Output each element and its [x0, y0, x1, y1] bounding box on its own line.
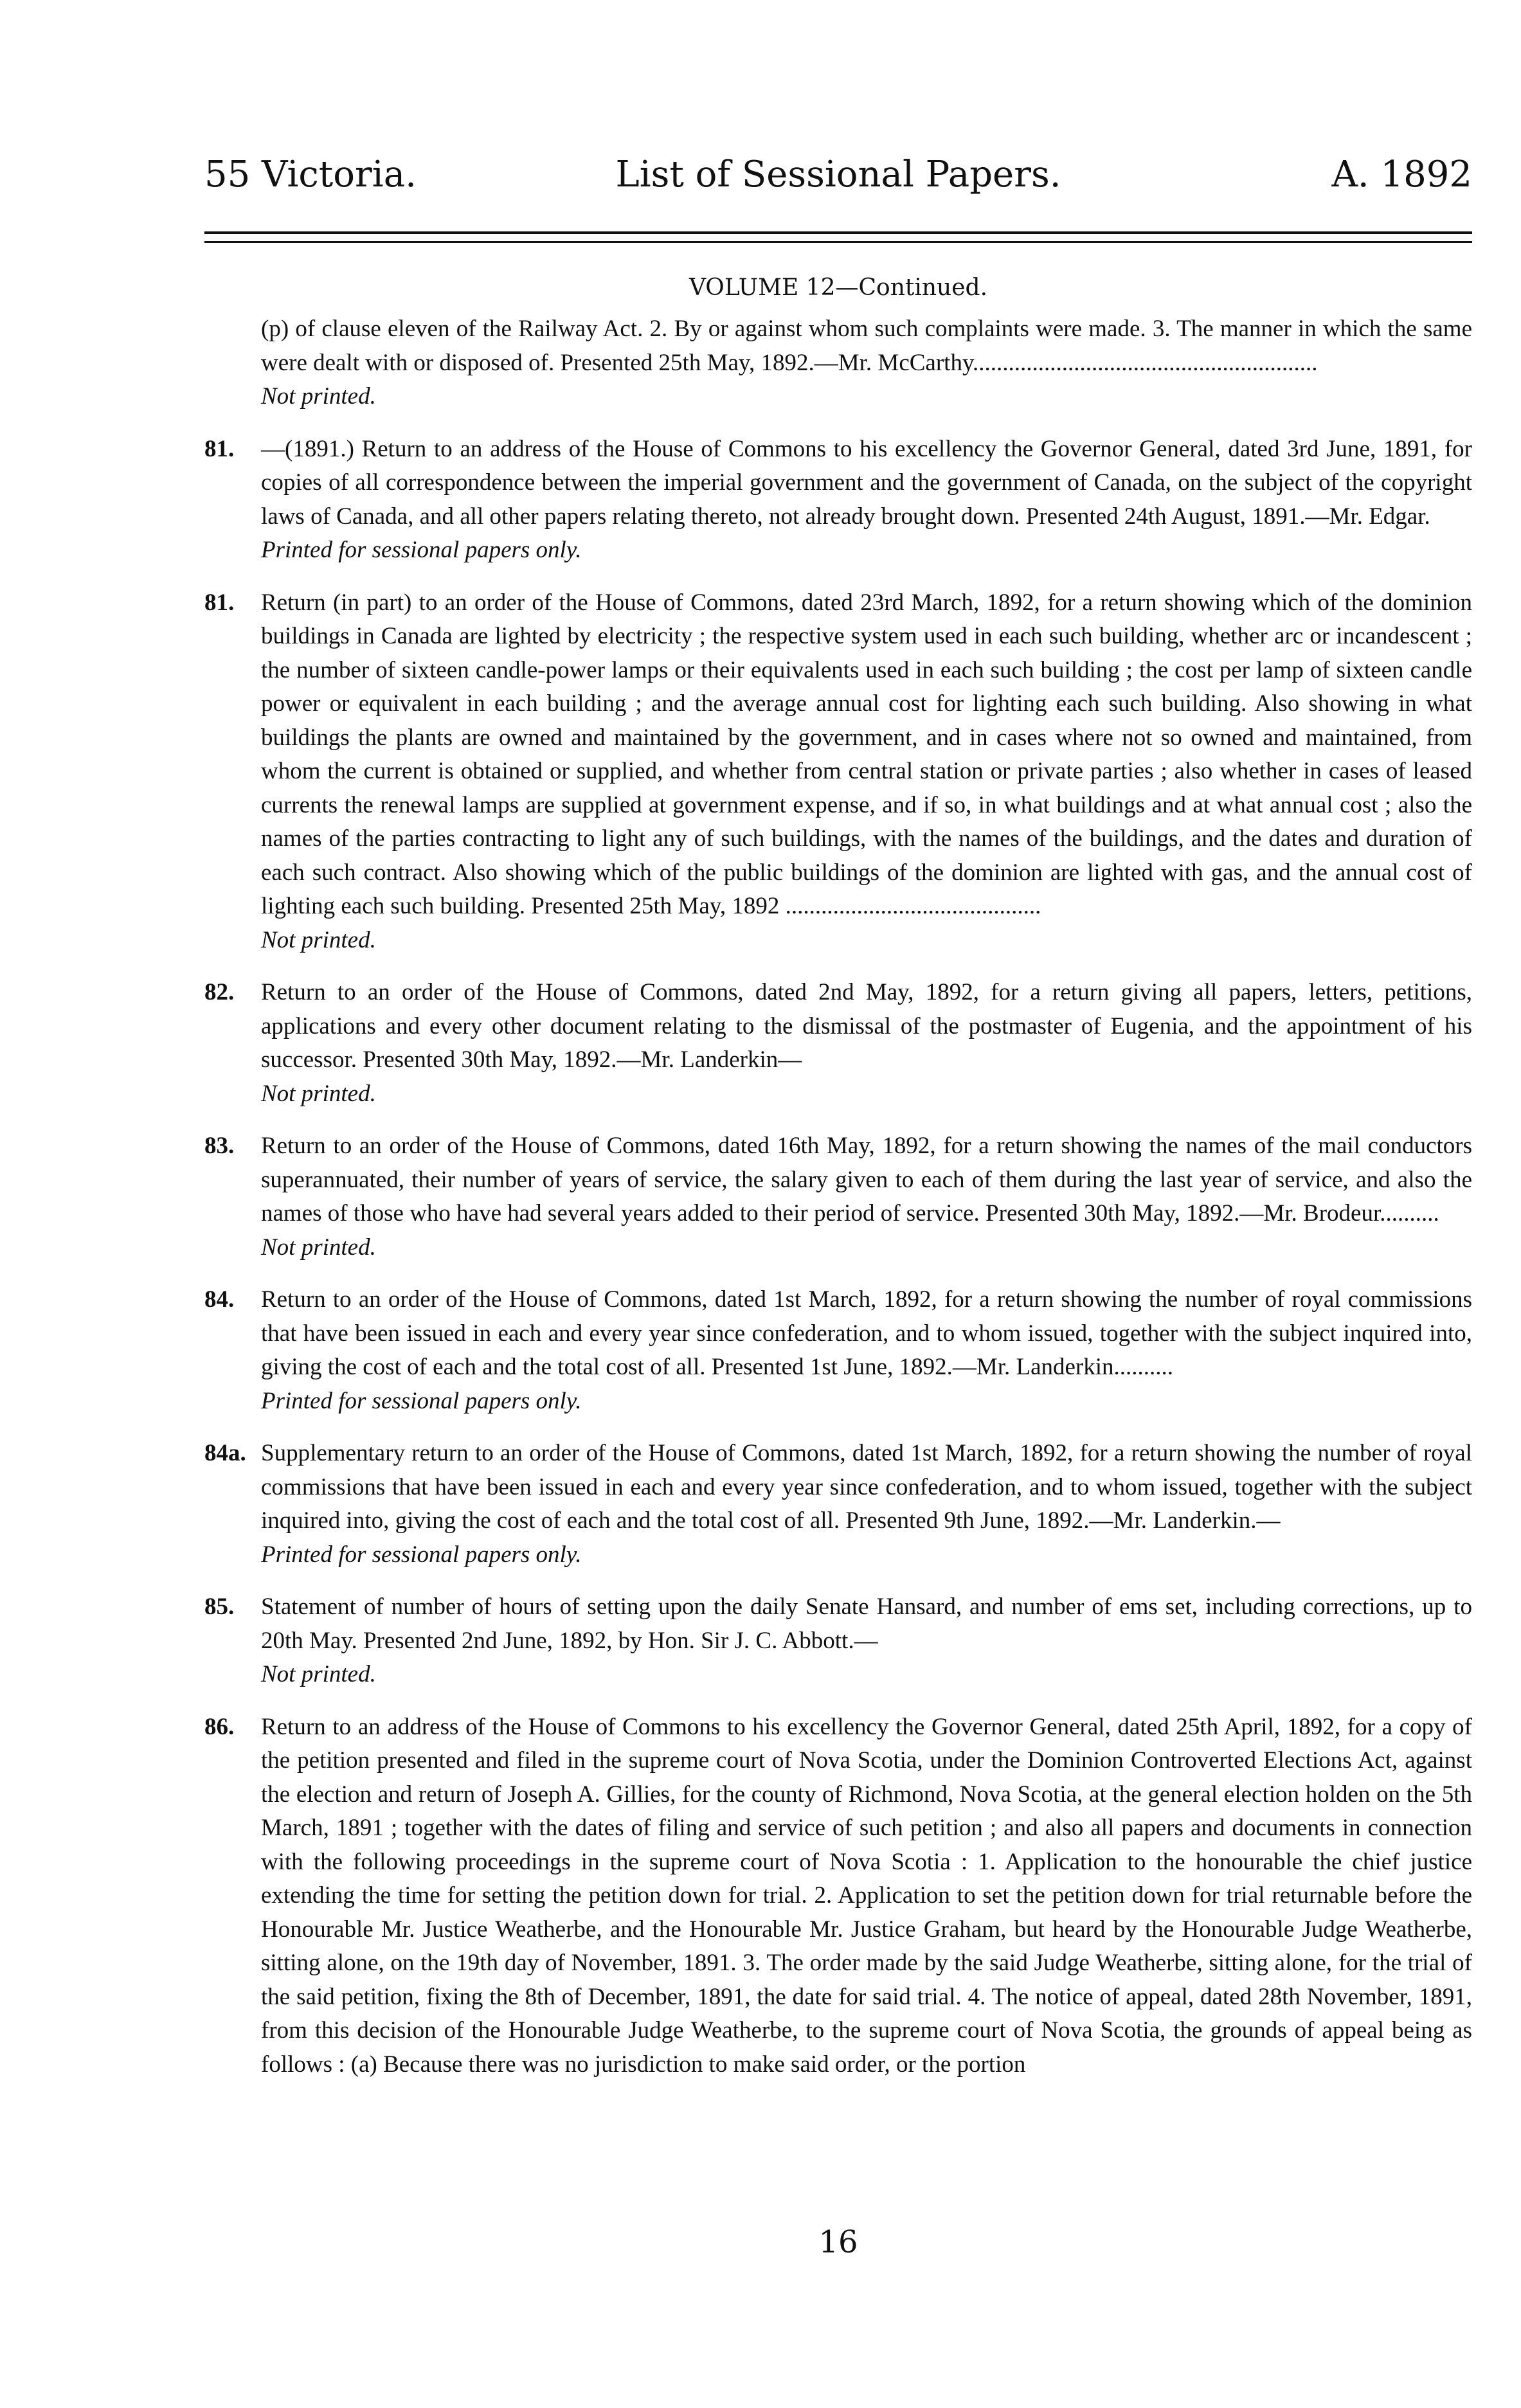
page-number: 16 — [818, 2224, 858, 2260]
entry-text: Return to an order of the House of Commons, dated 1st March, 1892, for a return showing the number of royal commissions that have been issued in each and every year since confederation, and to whom issued, together with the subject inquired into, giving the cost of each and the total cost of all. Presented 1st June, 1892.—Mr. Landerkin.......... — [261, 1286, 1472, 1380]
header-rule-top — [204, 231, 1472, 234]
entry-note: Printed for sessional papers only. — [261, 537, 582, 563]
entry-number: 85. — [204, 1594, 235, 1620]
continuation-text: (p) of clause eleven of the Railway Act. 2. By or against whom such complaints were made. 3. The manner in which the same were dealt with or disposed of. Presented 25th May, 1892.—Mr. McCarthy.......................................................... — [261, 316, 1472, 376]
page-body — [204, 312, 1472, 2081]
entry-text: —(1891.) Return to an address of the House of Commons to his excellency the Governor General, dated 3rd June, 1891, for copies of all correspondence between the imperial government and the government of Canada, on the subject of the copyright laws of Canada, and all other papers relating thereto, not already brought down. Presented 24th August, 1891.—Mr. Edgar. — [261, 435, 1472, 530]
entry-number: 84. — [204, 1286, 235, 1313]
entry-note: Not printed. — [261, 1080, 376, 1107]
entry-81-1891 — [204, 433, 1472, 568]
volume-title: VOLUME 12—Continued. — [688, 274, 988, 301]
header-year: A. 1892 — [1331, 154, 1472, 195]
entry-text: Return to an address of the House of Commons to his excellency the Governor General, dated 25th April, 1892, for a copy of the petition presented and filed in the supreme court of Nova Scotia, under the Dominion Controverted Elections Act, against the election and return of Joseph A. Gillies, for the county of Richmond, Nova Scotia, at the general election holden on the 5th March, 1891 ; together with the dates of filing and service of such petition ; and also all papers and documents in connection with the following proceedings in the supreme court of Nova Scotia : 1. Application to the honourable the chief justice extending the time for setting the petition down for trial. 2. Application to set the petition down for trial returnable before the Honourable Mr. Justice Weatherbe, and the Honourable Mr. Justice Graham, but heard by the Honourable Judge Weatherbe, sitting alone, on the 19th day of November, 1891. 3. The order made by the said Judge Weatherbe, sitting alone, for the trial of the said petition, fixing the 8th of December, 1891, the date for said trial. 4. The notice of appeal, dated 28th November, 1891, from this decision of the Honourable Judge Weatherbe, to the supreme court of Nova Scotia, the grounds of appeal being as follows : (a) Because there was no jurisdiction to make said order, or the portion — [261, 1713, 1472, 2078]
entry-text: Return to an order of the House of Commons, dated 16th May, 1892, for a return showing the names of the mail conductors superannuated, their number of years of service, the salary given to each of them during the last year of service, and also the names of those who have had several years added to their period of service. Presented 30th May, 1892.—Mr. Brodeur.......... — [261, 1133, 1472, 1226]
entry-number: 82. — [204, 979, 235, 1005]
entry-84 — [204, 1283, 1472, 1418]
entry-84a — [204, 1437, 1472, 1572]
entry-note: Not printed. — [261, 1661, 376, 1687]
entry-number: 84a. — [204, 1440, 246, 1466]
header-session: 55 Victoria. — [204, 154, 417, 195]
entry-note: Not printed. — [261, 926, 376, 953]
entry-note: Not printed. — [261, 1234, 376, 1261]
header-rule-bottom — [204, 241, 1472, 243]
entry-number: 81. — [204, 589, 235, 616]
entry-text: Return to an order of the House of Commons, dated 2nd May, 1892, for a return giving all papers, letters, petitions, applications and every other document relating to the dismissal of the postmaster of Eugenia, and the appointment of his successor. Presented 30th May, 1892.—Mr. Landerkin— — [261, 979, 1472, 1073]
entry-note: Printed for sessional papers only. — [261, 1541, 582, 1568]
entry-text: Statement of number of hours of setting upon the daily Senate Hansard, and number of ems set, including corrections, up to 20th May. Presented 2nd June, 1892, by Hon. Sir J. C. Abbott.— — [261, 1594, 1472, 1654]
entry-number: 81. — [204, 435, 235, 462]
entry-text: Supplementary return to an order of the House of Commons, dated 1st March, 1892, for a return showing the number of royal commissions that have been issued in each and every year since confederation, and to whom issued, together with the subject inquired into, giving the cost of each and the total cost of all. Presented 9th June, 1892.—Mr. Landerkin.— — [261, 1440, 1472, 1534]
entry-text: Return (in part) to an order of the House of Commons, dated 23rd March, 1892, for a return showing which of the dominion buildings in Canada are lighted by electricity ; the respective system used in each such building, whether arc or incandescent ; the number of sixteen candle-power lamps or their equivalents used in each such building ; the cost per lamp of sixteen candle power or equivalent in each building ; and the average annual cost for lighting each such building. Also showing in what buildings the plants are owned and maintained by the government, and in cases where not so owned and maintained, from whom the current is obtained or supplied, and whether from central station or private parties ; also whether in cases of leased currents the renewal lamps are supplied at government expense, and if so, in what buildings and at what annual cost ; also the names of the parties contracting to light any of such buildings, with the names of the buildings, and the dates and duration of each such contract. Also showing which of the public buildings of the dominion are lighted with gas, and the annual cost of lighting each such building. Presented 25th May, 1892 ........................................... — [261, 589, 1472, 919]
continuation-entry — [204, 312, 1472, 414]
continuation-note: Not printed. — [261, 383, 376, 409]
entry-81 — [204, 586, 1472, 958]
page-header — [204, 149, 1472, 213]
entry-number: 86. — [204, 1713, 235, 1740]
entry-86 — [204, 1711, 1472, 2082]
entry-82 — [204, 976, 1472, 1111]
entry-83 — [204, 1129, 1472, 1264]
entry-85 — [204, 1590, 1472, 1692]
entry-note: Printed for sessional papers only. — [261, 1387, 582, 1414]
entry-number: 83. — [204, 1133, 235, 1159]
header-title: List of Sessional Papers. — [615, 154, 1061, 195]
